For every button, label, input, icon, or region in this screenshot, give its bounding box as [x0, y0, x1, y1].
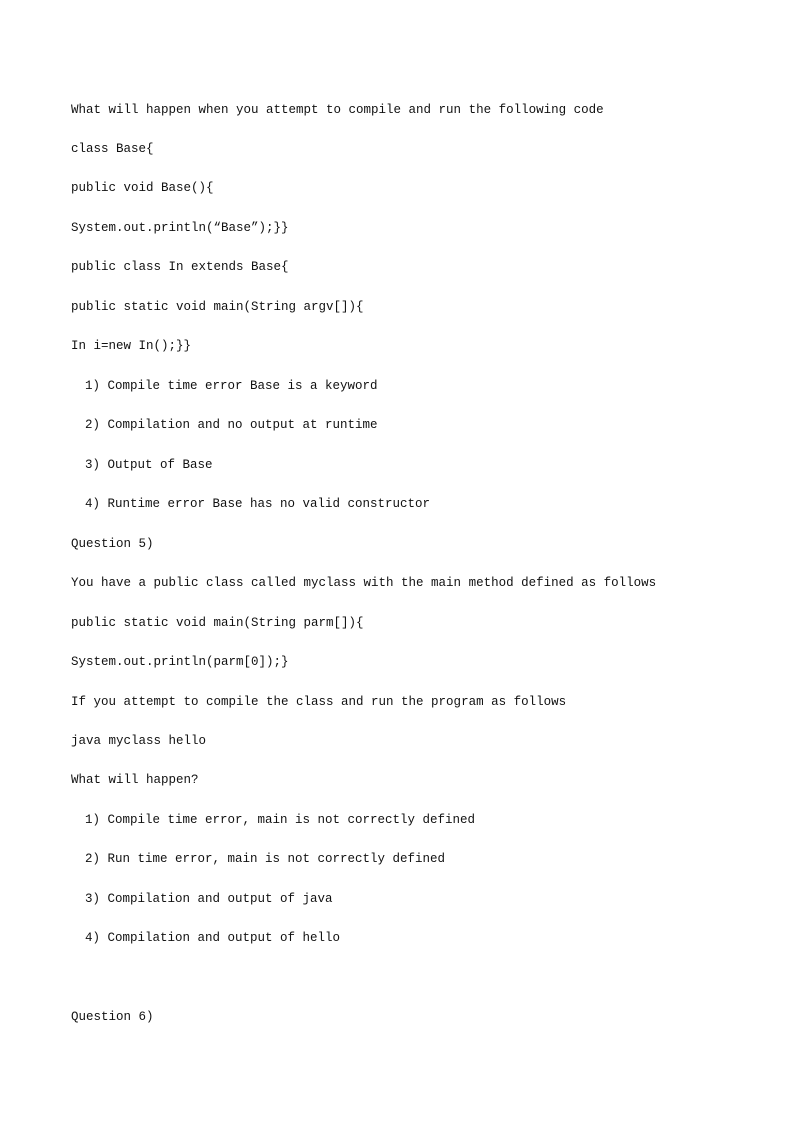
question-5-heading: Question 5) — [71, 537, 154, 551]
question-6-heading: Question 6) — [71, 1010, 154, 1024]
question-text-line: If you attempt to compile the class and run the program as follows — [71, 695, 567, 709]
code-line: System.out.println(“Base”);}} — [71, 221, 289, 235]
code-line: public void Base(){ — [71, 181, 214, 195]
answer-option: 3) Output of Base — [85, 458, 213, 472]
code-line: public class In extends Base{ — [71, 260, 289, 274]
question-text-line: You have a public class called myclass with the main method defined as follows — [71, 576, 657, 590]
code-line: System.out.println(parm[0]);} — [71, 655, 289, 669]
question-4-prompt: What will happen when you attempt to compile and run the following code — [71, 103, 604, 117]
code-line: public static void main(String parm[]){ — [71, 616, 364, 630]
answer-option: 2) Compilation and no output at runtime — [85, 418, 378, 432]
command-line: java myclass hello — [71, 734, 207, 748]
answer-option: 4) Compilation and output of hello — [85, 931, 341, 945]
answer-option: 3) Compilation and output of java — [85, 892, 333, 906]
code-line: In i=new In();}} — [71, 339, 192, 353]
answer-option: 1) Compile time error Base is a keyword — [85, 379, 378, 393]
answer-option: 1) Compile time error, main is not correctly defined — [85, 813, 476, 827]
answer-option: 2) Run time error, main is not correctly defined — [85, 852, 446, 866]
code-line: public static void main(String argv[]){ — [71, 300, 364, 314]
question-text-line: What will happen? — [71, 773, 199, 787]
answer-option: 4) Runtime error Base has no valid constructor — [85, 497, 431, 511]
code-line: class Base{ — [71, 142, 154, 156]
